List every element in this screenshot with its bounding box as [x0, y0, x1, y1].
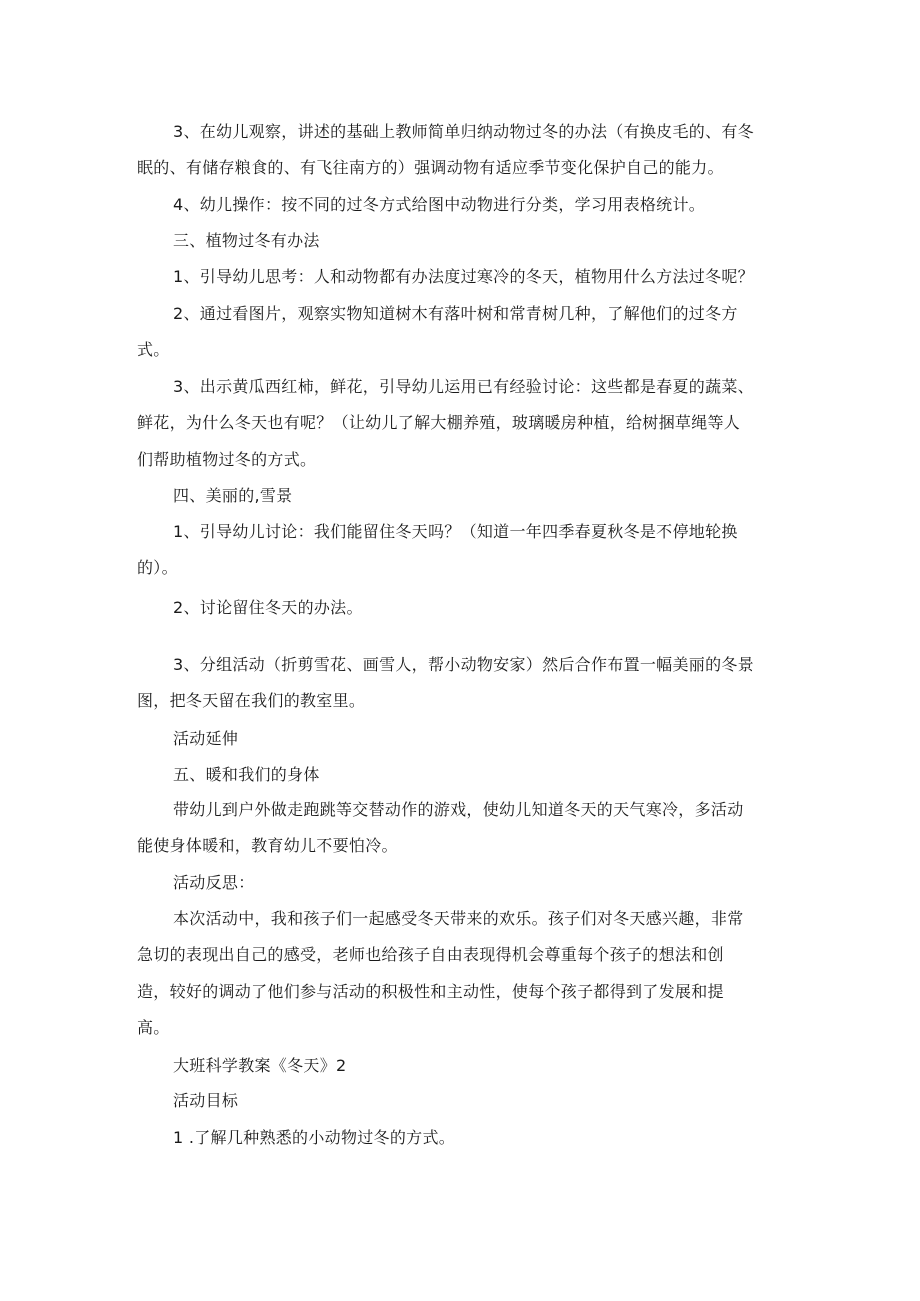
text-line: 本次活动中，我和孩子们一起感受冬天带来的欢乐。孩子们对冬天感兴趣，非常: [173, 909, 744, 928]
text-line: 带幼儿到户外做走跑跳等交替动作的游戏，使幼儿知道冬天的天气寒冷，多活动: [173, 800, 744, 819]
text-line: 们帮助植物过冬的方式。: [137, 450, 317, 469]
section-heading: 四、美丽的,雪景: [173, 486, 293, 505]
text-line: 1、引导幼儿思考：人和动物都有办法度过寒冷的冬天，植物用什么方法过冬呢？: [173, 267, 754, 286]
text-line: 眠的、有储存粮食的、有飞往南方的）强调动物有适应季节变化保护自己的能力。: [137, 158, 724, 177]
text-line: 3、分组活动（折剪雪花、画雪人，帮小动物安家）然后合作布置一幅美丽的冬景: [173, 655, 754, 674]
text-line: 鲜花，为什么冬天也有呢？（让幼儿了解大棚养殖，玻璃暖房种植，给树捆草绳等人: [137, 413, 741, 432]
text-line: 2、通过看图片，观察实物知道树木有落叶树和常青树几种，了解他们的过冬方: [173, 304, 738, 323]
text-line: 图，把冬天留在我们的教室里。: [137, 691, 366, 710]
section-heading: 三、植物过冬有办法: [173, 231, 320, 250]
text-line: 1 .了解几种熟悉的小动物过冬的方式。: [173, 1128, 456, 1147]
text-line: 4、幼儿操作：按不同的过冬方式给图中动物进行分类，学习用表格统计。: [173, 195, 706, 214]
section-heading: 活动目标: [173, 1091, 239, 1110]
text-line: 造，较好的调动了他们参与活动的积极性和主动性，使每个孩子都得到了发展和提: [137, 982, 724, 1001]
document-title: 大班科学教案《冬天》2: [173, 1056, 347, 1075]
text-line: 式。: [137, 340, 170, 359]
text-line: 的）。: [137, 558, 178, 577]
text-line: 2、讨论留住冬天的办法。: [173, 598, 363, 617]
text-line: 3、在幼儿观察，讲述的基础上教师简单归纳动物过冬的办法（有换皮毛的、有冬: [173, 122, 754, 141]
section-heading: 活动反思：: [173, 873, 255, 892]
section-heading: 活动延伸: [173, 729, 239, 748]
section-heading: 五、暖和我们的身体: [173, 765, 320, 784]
text-line: 1、引导幼儿讨论：我们能留住冬天吗？（知道一年四季春夏秋冬是不停地轮换: [173, 522, 738, 541]
text-line: 3、出示黄瓜西红柿，鲜花，引导幼儿运用已有经验讨论：这些都是春夏的蔬菜、: [173, 377, 754, 396]
text-line: 高。: [137, 1018, 170, 1037]
text-line: 能使身体暖和，教育幼儿不要怕冷。: [137, 836, 398, 855]
text-line: 急切的表现出自己的感受，老师也给孩子自由表现得机会尊重每个孩子的想法和创: [137, 945, 724, 964]
